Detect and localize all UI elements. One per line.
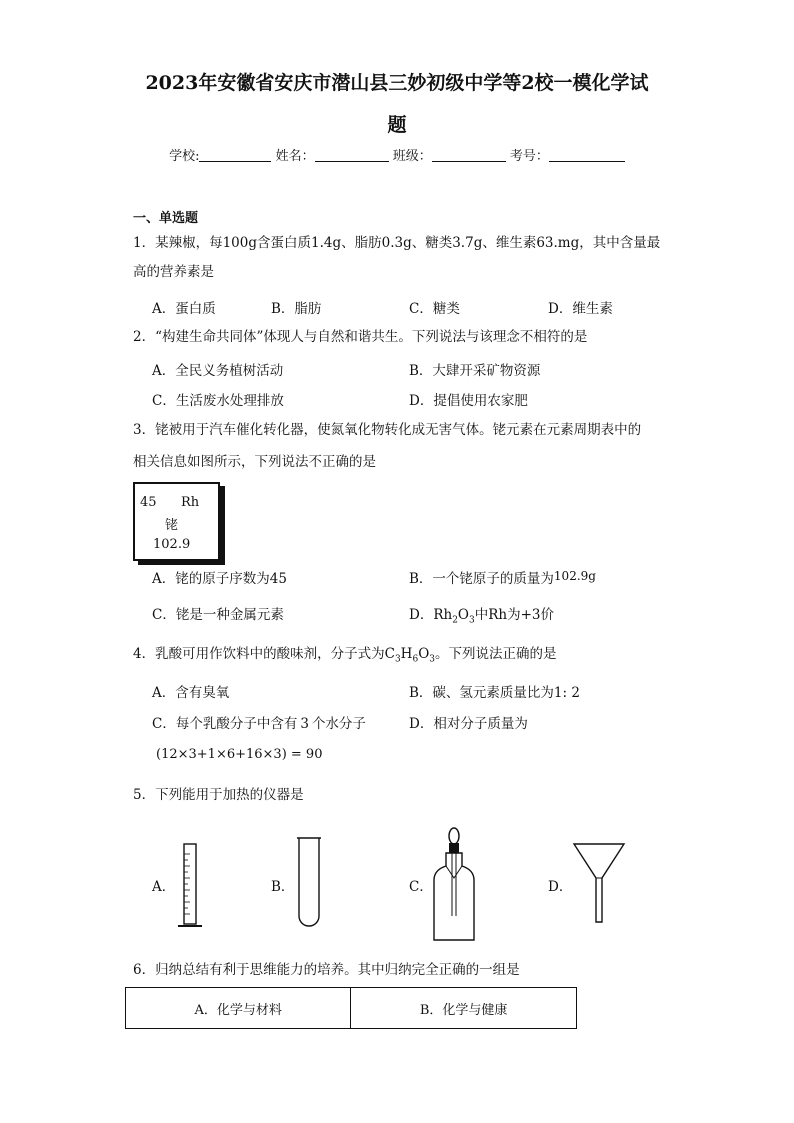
q4-option-c-suffix: 个水分子: [311, 716, 366, 732]
q4-option-d-expression: (12×3+1×6+16×3) = 90: [156, 747, 323, 762]
page-title-line2: 题: [387, 114, 407, 136]
name-blank[interactable]: [315, 149, 389, 162]
q1-option-c[interactable]: C．糖类: [409, 301, 460, 317]
q3-option-d-mid: 中: [474, 607, 489, 623]
name-label: 姓名：: [275, 149, 315, 164]
q6-stem: 6．归纳总结有利于思维能力的培养。其中归纳完全正确的一组是: [133, 962, 520, 978]
q6-table: [125, 987, 577, 1029]
q3-option-b-text: B．一个铑原子的质量为: [409, 571, 554, 587]
q3-formula-sub-2: 2: [452, 615, 458, 626]
exam-no-blank[interactable]: [549, 149, 625, 162]
dropper-bottle-icon: [432, 826, 476, 944]
student-info-line: [0, 145, 794, 164]
q4-stem-suffix: 。下列说法正确的是: [435, 646, 557, 662]
q4-stem-prefix: 4．乳酸可用作饮料中的酸味剂，分子式为: [133, 646, 385, 662]
q4-option-b-text: B．碳、氢元素质量比为: [409, 685, 554, 701]
q6-table-header-a: A．化学与材料: [126, 988, 351, 1029]
q4-formula-sub-3b: 3: [429, 654, 435, 665]
q1-option-d[interactable]: D．维生素: [548, 301, 613, 317]
q4-option-c[interactable]: [152, 712, 366, 732]
q2-stem: 2．“构建生命共同体”体现人与自然和谐共生。下列说法与该理念不相符的是: [133, 329, 588, 345]
q6-table-header-b: B．化学与健康: [351, 988, 577, 1029]
school-blank[interactable]: [199, 149, 271, 162]
q5-stem: 5．下列能用于加热的仪器是: [133, 787, 304, 803]
q5-option-a-label[interactable]: A．: [152, 879, 176, 895]
q5-option-b-label[interactable]: B．: [271, 879, 295, 895]
exam-no-label: 考号：: [509, 149, 549, 164]
q3-option-c[interactable]: C．铑是一种金属元素: [152, 607, 284, 623]
table-row: [126, 988, 577, 1029]
q4-formula-h: H: [400, 646, 413, 662]
q4-option-c-num: 3: [300, 716, 309, 732]
q3-option-b-value: 102.9g: [553, 569, 596, 583]
graduated-cylinder-icon: [176, 840, 206, 930]
test-tube-icon: [296, 834, 322, 930]
q3-stem-line2: 相关信息如图所示，下列说法不正确的是: [133, 454, 376, 470]
q1-stem-line2: 高的营养素是: [133, 264, 214, 280]
q4-option-d[interactable]: D．相对分子质量为: [409, 716, 528, 732]
q3-option-d-prefix: D．: [409, 607, 434, 623]
q3-stem-line1: 3．铑被用于汽车催化转化器，使氮氧化物转化成无害气体。铑元素在元素周期表中的: [133, 422, 642, 438]
q2-option-c[interactable]: C．生活废水处理排放: [152, 393, 284, 409]
q3-formula-o: O: [457, 607, 469, 623]
funnel-icon: [572, 840, 626, 926]
q4-formula-sub-6: 6: [412, 654, 419, 665]
q2-option-b[interactable]: B．大肆开采矿物资源: [409, 363, 541, 379]
q4-option-a[interactable]: A．含有臭氧: [152, 685, 230, 701]
q4-formula-c: C: [384, 646, 395, 662]
q5-option-d-label[interactable]: D．: [548, 879, 573, 895]
element-name: 铑: [165, 518, 179, 533]
class-blank[interactable]: [432, 149, 506, 162]
q4-stem: [133, 644, 557, 670]
class-label: 班级：: [392, 149, 432, 164]
q4-option-c-prefix: C．每个乳酸分子中含有: [152, 716, 298, 732]
section-heading: 一、单选题: [133, 211, 199, 226]
page-title-line1: 2023年安徽省安庆市潜山县三妙初级中学等2校一模化学试: [145, 72, 649, 94]
q2-option-a[interactable]: A．全民义务植树活动: [152, 363, 284, 379]
element-symbol: Rh: [181, 495, 200, 510]
q1-option-a[interactable]: A．蛋白质: [152, 301, 216, 317]
q3-option-a[interactable]: A．铑的原子序数为45: [152, 571, 287, 587]
element-atomic-number: 45: [140, 495, 157, 510]
element-atomic-mass: 102.9: [153, 537, 191, 552]
q4-option-b-ratio: 1: 2: [553, 685, 580, 701]
q3-formula-sub-3: 3: [469, 615, 475, 626]
q2-option-d[interactable]: D．提倡使用农家肥: [409, 393, 528, 409]
element-card-rh: [133, 482, 220, 561]
q1-stem-line1: 1．某辣椒，每100g含蛋白质1.4g、脂肪0.3g、糖类3.7g、维生素63.mg，其中含量最: [133, 235, 661, 251]
q4-formula-o: O: [418, 646, 430, 662]
q3-option-d[interactable]: [409, 603, 554, 626]
q3-formula-rh: Rh: [433, 607, 453, 623]
q1-option-b[interactable]: B．脂肪: [271, 301, 322, 317]
school-label: 学校:: [169, 149, 200, 164]
q4-formula-sub-3a: 3: [394, 654, 401, 665]
q3-option-b[interactable]: [409, 567, 596, 587]
q3-option-d-suffix: 为+3价: [507, 607, 554, 623]
q4-option-b[interactable]: [409, 681, 580, 701]
q5-option-c-label[interactable]: C．: [409, 879, 433, 895]
q3-formula-rh2: Rh: [488, 607, 508, 623]
